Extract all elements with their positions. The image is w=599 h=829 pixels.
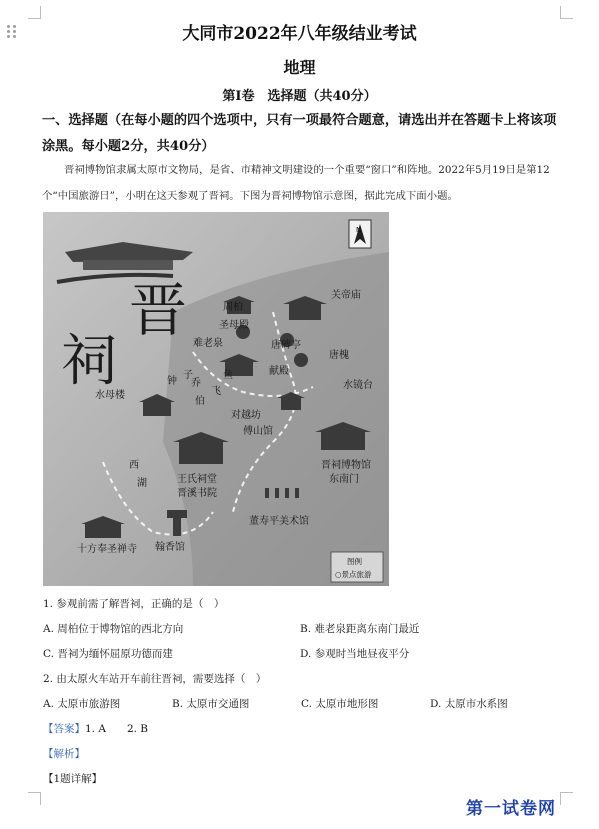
question-1-option-b: B. 难老泉距离东南门最近 bbox=[300, 623, 420, 635]
map-label-shengmudian: 圣母殿 bbox=[219, 320, 249, 331]
question-2-option-b: B. 太原市交通图 bbox=[172, 698, 250, 710]
exam-title: 大同市2022年八年级结业考试 bbox=[182, 24, 417, 44]
map-label-bo: 伯 bbox=[195, 396, 205, 407]
map-calligraphy-top: 晋 bbox=[129, 276, 188, 344]
map-label-wang-ancestral-hall: 王氏祠堂 bbox=[177, 474, 217, 485]
crop-mark-top-left bbox=[28, 6, 41, 19]
question-2-option-d: D. 太原市水系图 bbox=[430, 698, 508, 710]
map-label-shifang-temple: 十方奉圣禅寺 bbox=[77, 544, 137, 555]
map-label-qiao: 乔 bbox=[191, 378, 201, 389]
jinci-museum-map bbox=[43, 212, 389, 586]
map-label-zi: 子 bbox=[183, 370, 193, 381]
crop-mark-bottom-left bbox=[28, 792, 41, 805]
map-label-nanlaoquan: 难老泉 bbox=[193, 338, 223, 349]
map-label-shuijingtai: 水镜台 bbox=[343, 380, 373, 391]
question-1-option-a: A. 周柏位于博物馆的西北方向 bbox=[43, 623, 184, 635]
question-1-option-d: D. 参观时当地昼夜平分 bbox=[300, 648, 410, 660]
intro-paragraph: 晋祠博物馆隶属太原市文物局，是省、市精神文明建设的一个重要“窗口”和阵地。2022年5月19日是第12个“中国旅游日”，小明在这天参观了晋祠。下图为晋祠博物馆示意图，据此完成下面小题。 bbox=[42, 164, 550, 202]
map-label-guandimiao: 关帝庙 bbox=[331, 290, 361, 301]
map-label-jinci-museum: 晋祠博物馆 bbox=[321, 460, 371, 471]
section-heading: 一、选择题（在每小题的四个选项中，只有一项最符合题意，请选出并在答题卡上将该项涂黑。每小题2分，共40分） bbox=[42, 113, 557, 154]
map-label-fushanguan: 傅山馆 bbox=[243, 426, 273, 437]
north-label: N bbox=[356, 226, 362, 234]
detail-label: 【1题详解】 bbox=[43, 773, 103, 785]
map-label-zhong: 钟 bbox=[167, 376, 177, 387]
map-calligraphy-bottom: 祠 bbox=[61, 329, 117, 394]
legend-title: 图例 bbox=[347, 557, 362, 566]
map-label-southeast-gate: 东南门 bbox=[329, 474, 359, 485]
legend-item: ○景点旅游 bbox=[335, 570, 372, 579]
part-heading: 第Ⅰ卷 选择题（共40分） bbox=[222, 89, 377, 104]
analysis-label: 【解析】 bbox=[43, 748, 85, 760]
map-label-xi: 西 bbox=[129, 460, 139, 471]
map-label-xiandian: 献殿 bbox=[269, 366, 289, 377]
map-label-duiyuefang: 对越坊 bbox=[231, 410, 261, 421]
question-1-stem: 1. 参观前需了解晋祠，正确的是（ ） bbox=[43, 598, 225, 610]
map-label-fei: 飞 bbox=[211, 386, 221, 397]
watermark-site-name: 第一试卷网 bbox=[466, 799, 556, 819]
map-label-dong-art-museum: 董寿平美术馆 bbox=[249, 516, 309, 527]
map-label-hanxiangguan: 翰香馆 bbox=[155, 542, 185, 553]
answer-value: 1. A 2. B bbox=[85, 723, 149, 735]
map-label-yu: 鱼 bbox=[223, 370, 233, 381]
question-2-stem: 2. 由太原火车站开车前往晋祠，需要选择（ ） bbox=[43, 673, 267, 685]
crop-mark-top-right bbox=[560, 6, 573, 19]
map-label-hu: 湖 bbox=[137, 478, 147, 489]
crop-mark-bottom-right bbox=[560, 792, 573, 805]
question-2-option-a: A. 太原市旅游图 bbox=[43, 698, 121, 710]
subject-title: 地理 bbox=[283, 58, 316, 77]
map-label-tangbeiting: 唐碑亭 bbox=[271, 340, 301, 351]
answer-line bbox=[43, 721, 148, 736]
answer-label: 【答案】 bbox=[43, 723, 85, 735]
map-label-shuimulou: 水母楼 bbox=[95, 390, 125, 401]
question-2-option-c: C. 太原市地形图 bbox=[301, 698, 379, 710]
map-label-tanghuai: 唐槐 bbox=[329, 350, 349, 361]
map-label-jinxi-academy: 晋溪书院 bbox=[177, 488, 217, 499]
map-label-zhoubai: 周柏 bbox=[223, 302, 243, 313]
question-1-option-c: C. 晋祠为缅怀屈原功德而建 bbox=[43, 648, 173, 660]
